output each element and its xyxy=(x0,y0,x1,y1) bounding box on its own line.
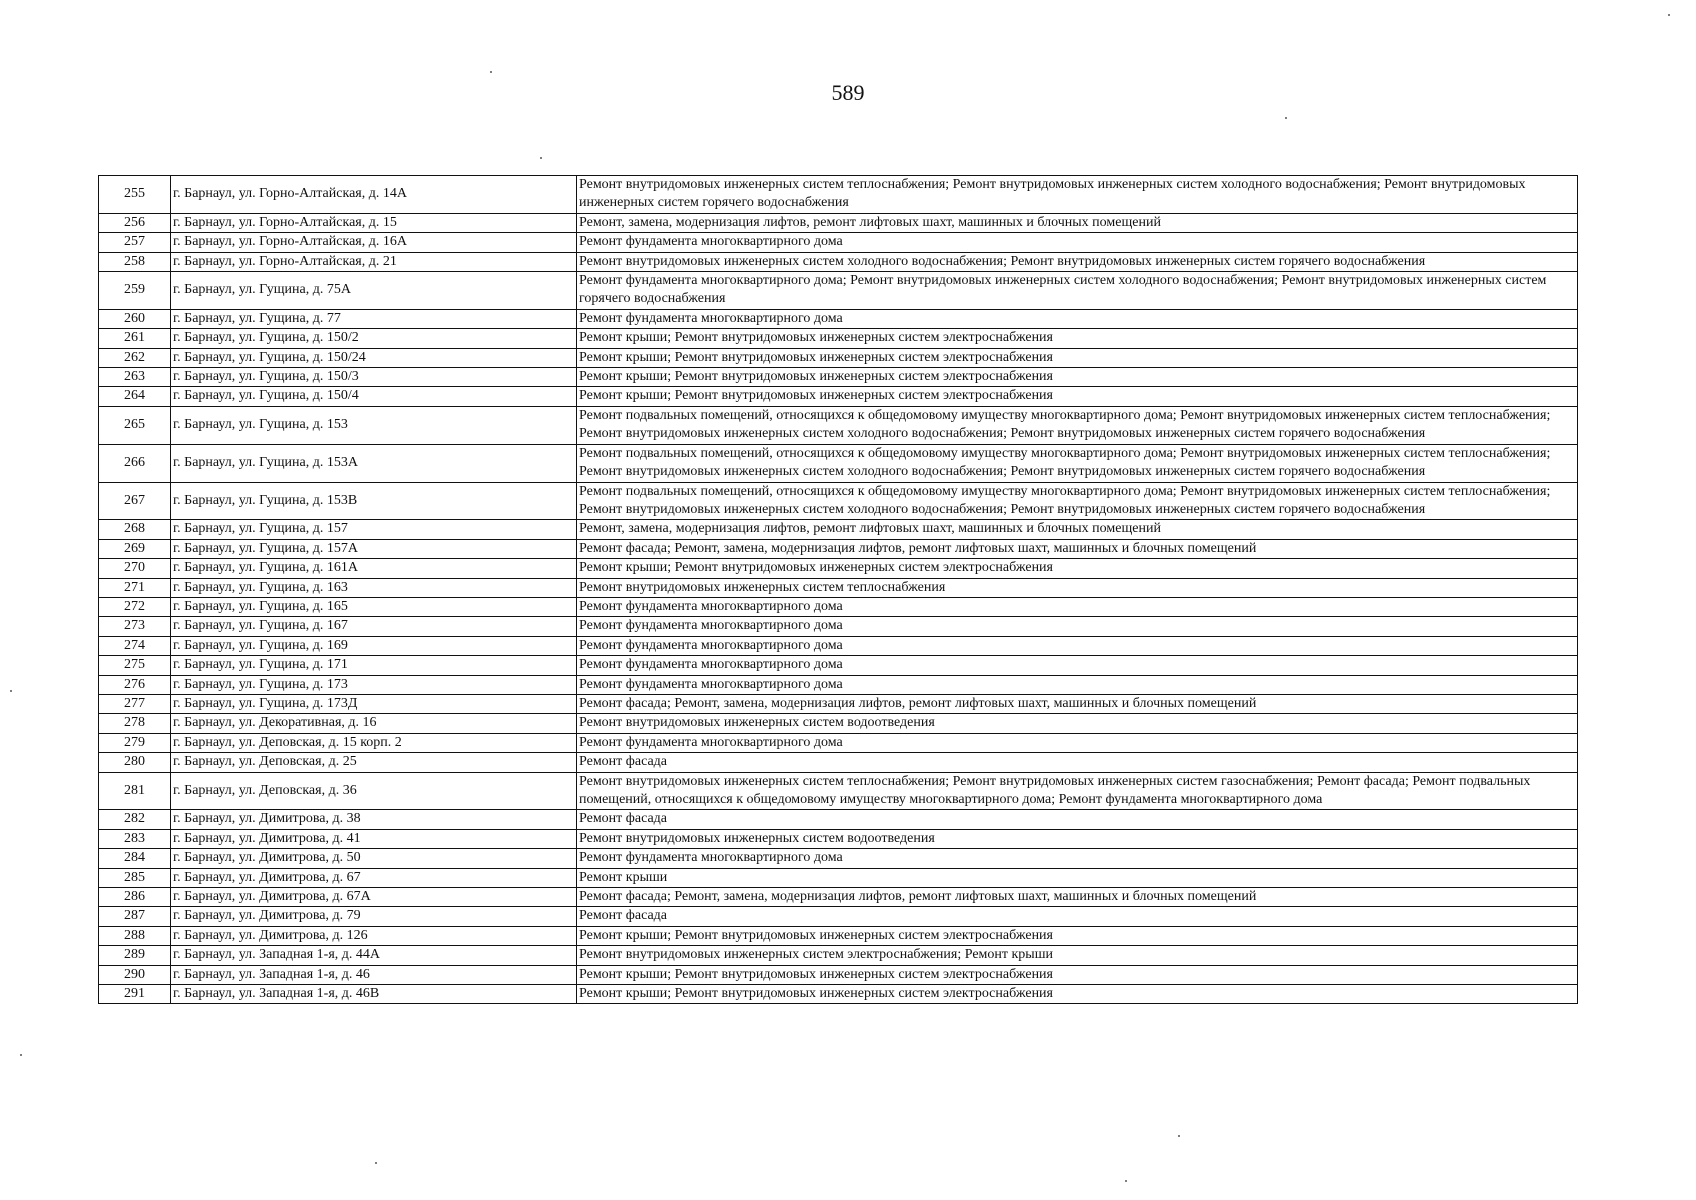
address-cell: г. Барнаул, ул. Гущина, д. 173Д xyxy=(171,694,577,713)
row-number-cell: 261 xyxy=(99,329,171,348)
table-row xyxy=(99,829,1578,848)
work-type-cell: Ремонт фундамента многоквартирного дома xyxy=(577,656,1578,675)
table-row xyxy=(99,985,1578,1004)
table-row xyxy=(99,368,1578,387)
table-row xyxy=(99,714,1578,733)
work-type-cell: Ремонт фундамента многоквартирного дома xyxy=(577,733,1578,752)
row-number-cell: 279 xyxy=(99,733,171,752)
address-cell: г. Барнаул, ул. Деповская, д. 36 xyxy=(171,772,577,810)
address-cell: г. Барнаул, ул. Димитрова, д. 67А xyxy=(171,888,577,907)
address-cell: г. Барнаул, ул. Гущина, д. 153В xyxy=(171,482,577,520)
work-type-cell: Ремонт внутридомовых инженерных систем теплоснабжения; Ремонт внутридомовых инженерных систем газоснабжения; Ремонт фасада; Ремонт подвальных помещений, относящихся к общедомовому имуществу многоквартирного дома; Ремонт фундамента многоквартирного дома xyxy=(577,772,1578,810)
table-row xyxy=(99,849,1578,868)
scan-speck xyxy=(1668,14,1670,16)
row-number-cell: 285 xyxy=(99,868,171,887)
work-type-cell: Ремонт фундамента многоквартирного дома xyxy=(577,849,1578,868)
row-number-cell: 286 xyxy=(99,888,171,907)
row-number-cell: 262 xyxy=(99,348,171,367)
address-cell: г. Барнаул, ул. Димитрова, д. 38 xyxy=(171,810,577,829)
row-number-cell: 290 xyxy=(99,965,171,984)
table-row xyxy=(99,176,1578,214)
address-cell: г. Барнаул, ул. Гущина, д. 153 xyxy=(171,406,577,444)
work-type-cell: Ремонт, замена, модернизация лифтов, ремонт лифтовых шахт, машинных и блочных помещений xyxy=(577,213,1578,232)
address-cell: г. Барнаул, ул. Горно-Алтайская, д. 16А xyxy=(171,233,577,252)
table-row xyxy=(99,539,1578,558)
work-type-cell: Ремонт крыши; Ремонт внутридомовых инженерных систем электроснабжения xyxy=(577,387,1578,406)
address-cell: г. Барнаул, ул. Димитрова, д. 126 xyxy=(171,926,577,945)
table-row xyxy=(99,252,1578,271)
work-type-cell: Ремонт крыши; Ремонт внутридомовых инженерных систем электроснабжения xyxy=(577,985,1578,1004)
work-type-cell: Ремонт фундамента многоквартирного дома xyxy=(577,233,1578,252)
address-cell: г. Барнаул, ул. Гущина, д. 157А xyxy=(171,539,577,558)
address-cell: г. Барнаул, ул. Горно-Алтайская, д. 15 xyxy=(171,213,577,232)
row-number-cell: 263 xyxy=(99,368,171,387)
row-number-cell: 271 xyxy=(99,578,171,597)
table-row xyxy=(99,578,1578,597)
work-type-cell: Ремонт крыши; Ремонт внутридомовых инженерных систем электроснабжения xyxy=(577,965,1578,984)
table-row xyxy=(99,694,1578,713)
table-row xyxy=(99,348,1578,367)
address-cell: г. Барнаул, ул. Деповская, д. 15 корп. 2 xyxy=(171,733,577,752)
row-number-cell: 283 xyxy=(99,829,171,848)
address-cell: г. Барнаул, ул. Западная 1-я, д. 44А xyxy=(171,946,577,965)
work-type-cell: Ремонт фасада xyxy=(577,907,1578,926)
row-number-cell: 276 xyxy=(99,675,171,694)
address-cell: г. Барнаул, ул. Гущина, д. 157 xyxy=(171,520,577,539)
table-row xyxy=(99,597,1578,616)
row-number-cell: 284 xyxy=(99,849,171,868)
table-row xyxy=(99,868,1578,887)
table-row xyxy=(99,272,1578,310)
work-type-cell: Ремонт фундамента многоквартирного дома xyxy=(577,636,1578,655)
work-type-cell: Ремонт внутридомовых инженерных систем холодного водоснабжения; Ремонт внутридомовых инженерных систем горячего водоснабжения xyxy=(577,252,1578,271)
address-cell: г. Барнаул, ул. Димитрова, д. 50 xyxy=(171,849,577,868)
address-cell: г. Барнаул, ул. Горно-Алтайская, д. 21 xyxy=(171,252,577,271)
row-number-cell: 281 xyxy=(99,772,171,810)
address-cell: г. Барнаул, ул. Гущина, д. 171 xyxy=(171,656,577,675)
address-cell: г. Барнаул, ул. Западная 1-я, д. 46 xyxy=(171,965,577,984)
row-number-cell: 274 xyxy=(99,636,171,655)
repair-registry-table xyxy=(98,175,1578,1004)
table-row xyxy=(99,406,1578,444)
table-row xyxy=(99,926,1578,945)
work-type-cell: Ремонт крыши; Ремонт внутридомовых инженерных систем электроснабжения xyxy=(577,348,1578,367)
work-type-cell: Ремонт фундамента многоквартирного дома; Ремонт внутридомовых инженерных систем холодного водоснабжения; Ремонт внутридомовых инженерных систем горячего водоснабжения xyxy=(577,272,1578,310)
row-number-cell: 258 xyxy=(99,252,171,271)
row-number-cell: 275 xyxy=(99,656,171,675)
work-type-cell: Ремонт фундамента многоквартирного дома xyxy=(577,597,1578,616)
address-cell: г. Барнаул, ул. Гущина, д. 153А xyxy=(171,444,577,482)
row-number-cell: 265 xyxy=(99,406,171,444)
table-row xyxy=(99,675,1578,694)
work-type-cell: Ремонт фасада xyxy=(577,753,1578,772)
table-row xyxy=(99,520,1578,539)
row-number-cell: 273 xyxy=(99,617,171,636)
table-row xyxy=(99,888,1578,907)
row-number-cell: 255 xyxy=(99,176,171,214)
work-type-cell: Ремонт фундамента многоквартирного дома xyxy=(577,617,1578,636)
work-type-cell: Ремонт фасада; Ремонт, замена, модернизация лифтов, ремонт лифтовых шахт, машинных и блочных помещений xyxy=(577,539,1578,558)
row-number-cell: 287 xyxy=(99,907,171,926)
address-cell: г. Барнаул, ул. Гущина, д. 150/3 xyxy=(171,368,577,387)
row-number-cell: 272 xyxy=(99,597,171,616)
row-number-cell: 259 xyxy=(99,272,171,310)
work-type-cell: Ремонт фасада xyxy=(577,810,1578,829)
table-row xyxy=(99,559,1578,578)
table-row xyxy=(99,213,1578,232)
scan-speck xyxy=(1178,1135,1180,1137)
table-row xyxy=(99,810,1578,829)
row-number-cell: 280 xyxy=(99,753,171,772)
row-number-cell: 257 xyxy=(99,233,171,252)
row-number-cell: 260 xyxy=(99,309,171,328)
row-number-cell: 268 xyxy=(99,520,171,539)
address-cell: г. Барнаул, ул. Гущина, д. 173 xyxy=(171,675,577,694)
work-type-cell: Ремонт крыши; Ремонт внутридомовых инженерных систем электроснабжения xyxy=(577,559,1578,578)
work-type-cell: Ремонт фасада; Ремонт, замена, модернизация лифтов, ремонт лифтовых шахт, машинных и блочных помещений xyxy=(577,888,1578,907)
address-cell: г. Барнаул, ул. Западная 1-я, д. 46В xyxy=(171,985,577,1004)
table-row xyxy=(99,482,1578,520)
work-type-cell: Ремонт подвальных помещений, относящихся к общедомовому имуществу многоквартирного дома; Ремонт внутридомовых инженерных систем теплоснабжения; Ремонт внутридомовых инженерных систем холодного водоснабжения; Ремонт внутридомовых инженерных систем горячего водоснабжения xyxy=(577,482,1578,520)
table-row xyxy=(99,233,1578,252)
table-row xyxy=(99,387,1578,406)
work-type-cell: Ремонт крыши; Ремонт внутридомовых инженерных систем электроснабжения xyxy=(577,368,1578,387)
row-number-cell: 269 xyxy=(99,539,171,558)
address-cell: г. Барнаул, ул. Димитрова, д. 41 xyxy=(171,829,577,848)
address-cell: г. Барнаул, ул. Деповская, д. 25 xyxy=(171,753,577,772)
address-cell: г. Барнаул, ул. Гущина, д. 75А xyxy=(171,272,577,310)
work-type-cell: Ремонт подвальных помещений, относящихся к общедомовому имуществу многоквартирного дома; Ремонт внутридомовых инженерных систем теплоснабжения; Ремонт внутридомовых инженерных систем холодного водоснабжения; Ремонт внутридомовых инженерных систем горячего водоснабжения xyxy=(577,406,1578,444)
work-type-cell: Ремонт крыши; Ремонт внутридомовых инженерных систем электроснабжения xyxy=(577,329,1578,348)
address-cell: г. Барнаул, ул. Гущина, д. 163 xyxy=(171,578,577,597)
scan-speck xyxy=(540,157,542,159)
address-cell: г. Барнаул, ул. Декоративная, д. 16 xyxy=(171,714,577,733)
row-number-cell: 267 xyxy=(99,482,171,520)
scan-speck xyxy=(1285,117,1287,119)
work-type-cell: Ремонт внутридомовых инженерных систем электроснабжения; Ремонт крыши xyxy=(577,946,1578,965)
row-number-cell: 278 xyxy=(99,714,171,733)
work-type-cell: Ремонт подвальных помещений, относящихся к общедомовому имуществу многоквартирного дома; Ремонт внутридомовых инженерных систем теплоснабжения; Ремонт внутридомовых инженерных систем холодного водоснабжения; Ремонт внутридомовых инженерных систем горячего водоснабжения xyxy=(577,444,1578,482)
address-cell: г. Барнаул, ул. Гущина, д. 167 xyxy=(171,617,577,636)
table-row xyxy=(99,772,1578,810)
work-type-cell: Ремонт внутридомовых инженерных систем теплоснабжения; Ремонт внутридомовых инженерных систем холодного водоснабжения; Ремонт внутридомовых инженерных систем горячего водоснабжения xyxy=(577,176,1578,214)
row-number-cell: 266 xyxy=(99,444,171,482)
address-cell: г. Барнаул, ул. Гущина, д. 169 xyxy=(171,636,577,655)
table-row xyxy=(99,636,1578,655)
address-cell: г. Барнаул, ул. Гущина, д. 150/24 xyxy=(171,348,577,367)
scan-speck xyxy=(490,71,492,73)
work-type-cell: Ремонт, замена, модернизация лифтов, ремонт лифтовых шахт, машинных и блочных помещений xyxy=(577,520,1578,539)
table-row xyxy=(99,907,1578,926)
address-cell: г. Барнаул, ул. Димитрова, д. 79 xyxy=(171,907,577,926)
address-cell: г. Барнаул, ул. Горно-Алтайская, д. 14А xyxy=(171,176,577,214)
address-cell: г. Барнаул, ул. Гущина, д. 165 xyxy=(171,597,577,616)
row-number-cell: 289 xyxy=(99,946,171,965)
address-cell: г. Барнаул, ул. Гущина, д. 150/2 xyxy=(171,329,577,348)
address-cell: г. Барнаул, ул. Димитрова, д. 67 xyxy=(171,868,577,887)
work-type-cell: Ремонт крыши xyxy=(577,868,1578,887)
row-number-cell: 256 xyxy=(99,213,171,232)
scan-speck xyxy=(20,1054,22,1056)
work-type-cell: Ремонт внутридомовых инженерных систем водоотведения xyxy=(577,714,1578,733)
table-row xyxy=(99,965,1578,984)
scan-speck xyxy=(10,690,12,692)
scan-speck xyxy=(1125,1180,1127,1182)
work-type-cell: Ремонт фундамента многоквартирного дома xyxy=(577,309,1578,328)
row-number-cell: 282 xyxy=(99,810,171,829)
table-row xyxy=(99,946,1578,965)
work-type-cell: Ремонт фасада; Ремонт, замена, модернизация лифтов, ремонт лифтовых шахт, машинных и блочных помещений xyxy=(577,694,1578,713)
row-number-cell: 264 xyxy=(99,387,171,406)
row-number-cell: 270 xyxy=(99,559,171,578)
table-row xyxy=(99,733,1578,752)
work-type-cell: Ремонт внутридомовых инженерных систем водоотведения xyxy=(577,829,1578,848)
table-row xyxy=(99,329,1578,348)
row-number-cell: 277 xyxy=(99,694,171,713)
row-number-cell: 291 xyxy=(99,985,171,1004)
work-type-cell: Ремонт фундамента многоквартирного дома xyxy=(577,675,1578,694)
address-cell: г. Барнаул, ул. Гущина, д. 77 xyxy=(171,309,577,328)
table-row xyxy=(99,309,1578,328)
address-cell: г. Барнаул, ул. Гущина, д. 161А xyxy=(171,559,577,578)
scan-speck xyxy=(375,1162,377,1164)
table-row xyxy=(99,617,1578,636)
page-number: 589 xyxy=(831,80,865,105)
table-row xyxy=(99,753,1578,772)
address-cell: г. Барнаул, ул. Гущина, д. 150/4 xyxy=(171,387,577,406)
work-type-cell: Ремонт внутридомовых инженерных систем теплоснабжения xyxy=(577,578,1578,597)
table-row xyxy=(99,444,1578,482)
work-type-cell: Ремонт крыши; Ремонт внутридомовых инженерных систем электроснабжения xyxy=(577,926,1578,945)
table-row xyxy=(99,656,1578,675)
row-number-cell: 288 xyxy=(99,926,171,945)
